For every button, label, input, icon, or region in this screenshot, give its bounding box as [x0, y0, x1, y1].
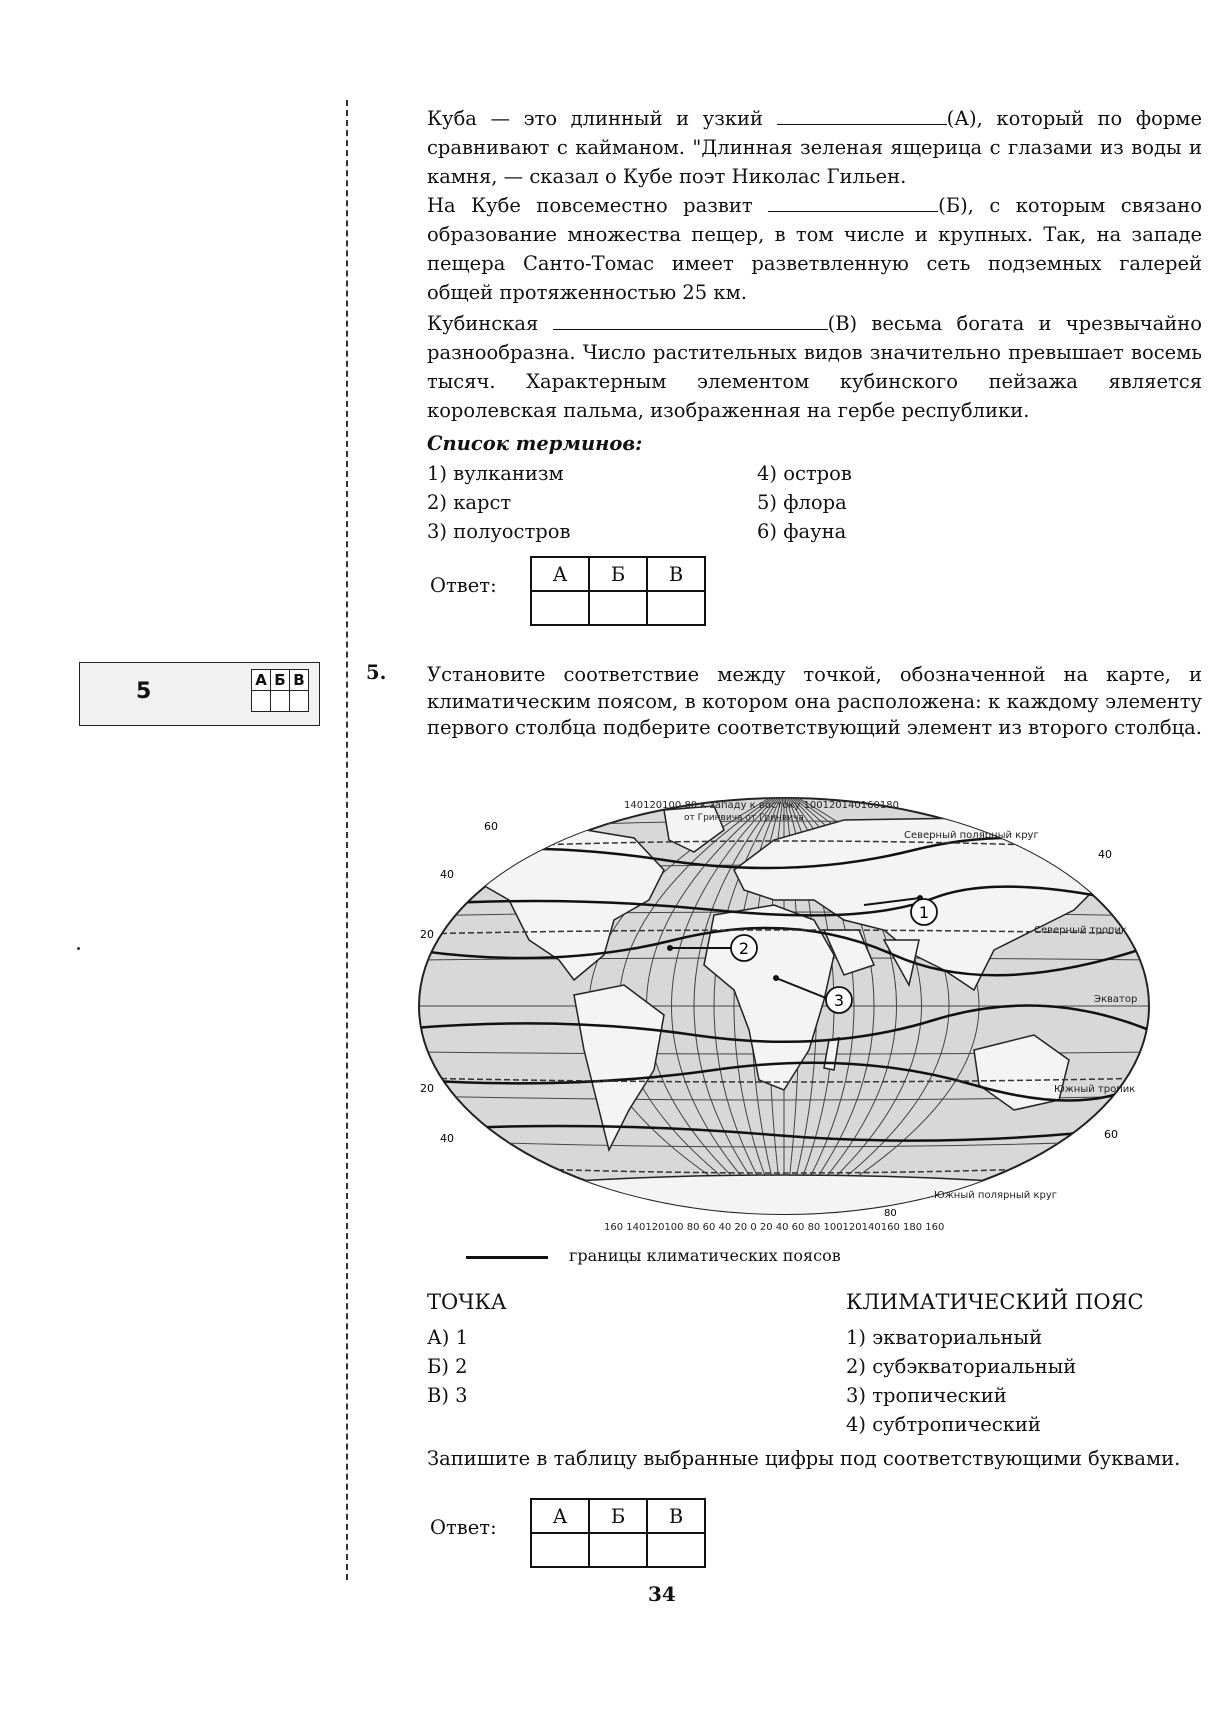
margin-answer-box — [79, 662, 320, 726]
blank-a[interactable] — [777, 104, 947, 125]
paragraph-b — [427, 191, 1202, 307]
answer-header-v: В — [647, 557, 705, 591]
term-4: 4) остров — [757, 462, 852, 485]
label-north-tropic: Северный тропик — [1034, 925, 1128, 936]
speck — [77, 947, 80, 950]
zone-item-2: 2) субэкваториальный — [846, 1355, 1077, 1378]
paragraph-b-end: (Б), с которым связано образование множества пещер, в том числе и крупных. Так, на западе пещера Санто-Томас имеет разветвленную сеть подземных галерей общей протяженностью 25 км. — [427, 194, 1202, 304]
top-scale: 140120100 80 к западу к востоку 100120140160180 — [624, 800, 899, 811]
term-6: 6) фауна — [757, 520, 847, 543]
paragraph-a-start: Куба — это длинный и узкий — [427, 107, 764, 130]
answer-cell-v[interactable] — [647, 591, 705, 625]
blank-b[interactable] — [768, 191, 938, 212]
column-head-zone: КЛИМАТИЧЕСКИЙ ПОЯС — [846, 1290, 1144, 1314]
top-scale-2: от Гринвича от Гринвича — [684, 813, 804, 823]
label-arctic-circle: Северный полярный круг — [904, 830, 1039, 841]
answer-cell-b[interactable] — [589, 591, 647, 625]
zone-item-3: 3) тропический — [846, 1384, 1007, 1407]
instruction: Запишите в таблицу выбранные цифры под соответствующими буквами. — [427, 1447, 1181, 1470]
task-number: 5. — [366, 661, 387, 684]
answer5-cell-b[interactable] — [589, 1533, 647, 1567]
mini-header-v: В — [290, 670, 309, 691]
zone-item-4: 4) субтропический — [846, 1413, 1041, 1436]
answer5-header-v: В — [647, 1499, 705, 1533]
answer-header-a: А — [531, 557, 589, 591]
bottom-scale: 160 140120100 80 60 40 20 0 20 40 60 80 100120140160 180 160 — [604, 1222, 945, 1232]
task-question: Установите соответствие между точкой, обозначенной на карте, и климатическим поясом, в котором она расположена: к каждому элементу первого столбца подберите соответствующий элемент из второго столбца. — [427, 663, 1203, 739]
term-5: 5) флора — [757, 491, 847, 514]
answer-table-5 — [530, 1498, 706, 1568]
terms-title: Список терминов: — [427, 432, 643, 455]
mini-header-b: Б — [271, 670, 290, 691]
point-2-label: 2 — [738, 939, 750, 958]
paragraph-c-end: (В) весьма богата и чрезвычайно разнообразна. Число растительных видов значительно превышает восемь тысяч. Характерным элементом кубинского пейзажа является королевская пальма, изображенная на гербе республики. — [427, 312, 1202, 422]
lat-label-40n: 40 — [440, 868, 454, 881]
margin-task-number: 5 — [136, 679, 152, 704]
world-map — [414, 780, 1154, 1232]
point-item-v: В) 3 — [427, 1384, 468, 1407]
label-south-tropic: Южный тропик — [1054, 1084, 1136, 1095]
paragraph-b-start: На Кубе повсеместно развит — [427, 194, 753, 217]
term-3: 3) полуостров — [427, 520, 571, 543]
cut-line — [346, 100, 348, 1580]
answer-header-b: Б — [589, 557, 647, 591]
answer-label-4: Ответ: — [430, 574, 497, 597]
mini-cell-b[interactable] — [271, 691, 290, 712]
lat-label-80s: 80 — [884, 1208, 897, 1219]
paragraph-c-start: Кубинская — [427, 312, 539, 335]
answer5-cell-v[interactable] — [647, 1533, 705, 1567]
paragraph-a-end: (А), который по форме сравнивают с кайманом. "Длинная зеленая ящерица с глазами из воды и камня, — сказал о Кубе поэт Николас Гильен. — [427, 107, 1203, 188]
answer5-header-a: А — [531, 1499, 589, 1533]
paragraph-a — [427, 104, 1202, 191]
lat-label-60n: 60 — [484, 820, 498, 833]
term-2: 2) карст — [427, 491, 512, 514]
point-3-label: 3 — [833, 991, 845, 1010]
zone-item-1: 1) экваториальный — [846, 1326, 1043, 1349]
answer5-header-b: Б — [589, 1499, 647, 1533]
lat-label-20n: 20 — [420, 928, 434, 941]
column-head-point: ТОЧКА — [427, 1290, 507, 1314]
term-1: 1) вулканизм — [427, 462, 564, 485]
answer-cell-a[interactable] — [531, 591, 589, 625]
point-item-a: А) 1 — [427, 1326, 468, 1349]
lat-label-60s-right: 60 — [1104, 1128, 1118, 1141]
answer5-cell-a[interactable] — [531, 1533, 589, 1567]
answer-table-4 — [530, 556, 706, 626]
mini-cell-v[interactable] — [290, 691, 309, 712]
blank-c[interactable] — [553, 309, 828, 330]
label-antarctic-circle: Южный полярный круг — [934, 1190, 1057, 1201]
point-item-b: Б) 2 — [427, 1355, 468, 1378]
margin-mini-table — [251, 669, 309, 712]
mini-cell-a[interactable] — [252, 691, 271, 712]
label-equator: Экватор — [1094, 994, 1138, 1005]
lat-label-40n-right: 40 — [1098, 848, 1112, 861]
mini-header-a: А — [252, 670, 271, 691]
lat-label-20s: 20 — [420, 1082, 434, 1095]
legend-line — [466, 1256, 548, 1259]
answer-label-5: Ответ: — [430, 1516, 497, 1539]
paragraph-c — [427, 309, 1202, 425]
page-number: 34 — [648, 1582, 676, 1606]
point-1-label: 1 — [918, 903, 930, 922]
lat-label-40s: 40 — [440, 1132, 454, 1145]
legend-text: границы климатических поясов — [569, 1246, 841, 1265]
